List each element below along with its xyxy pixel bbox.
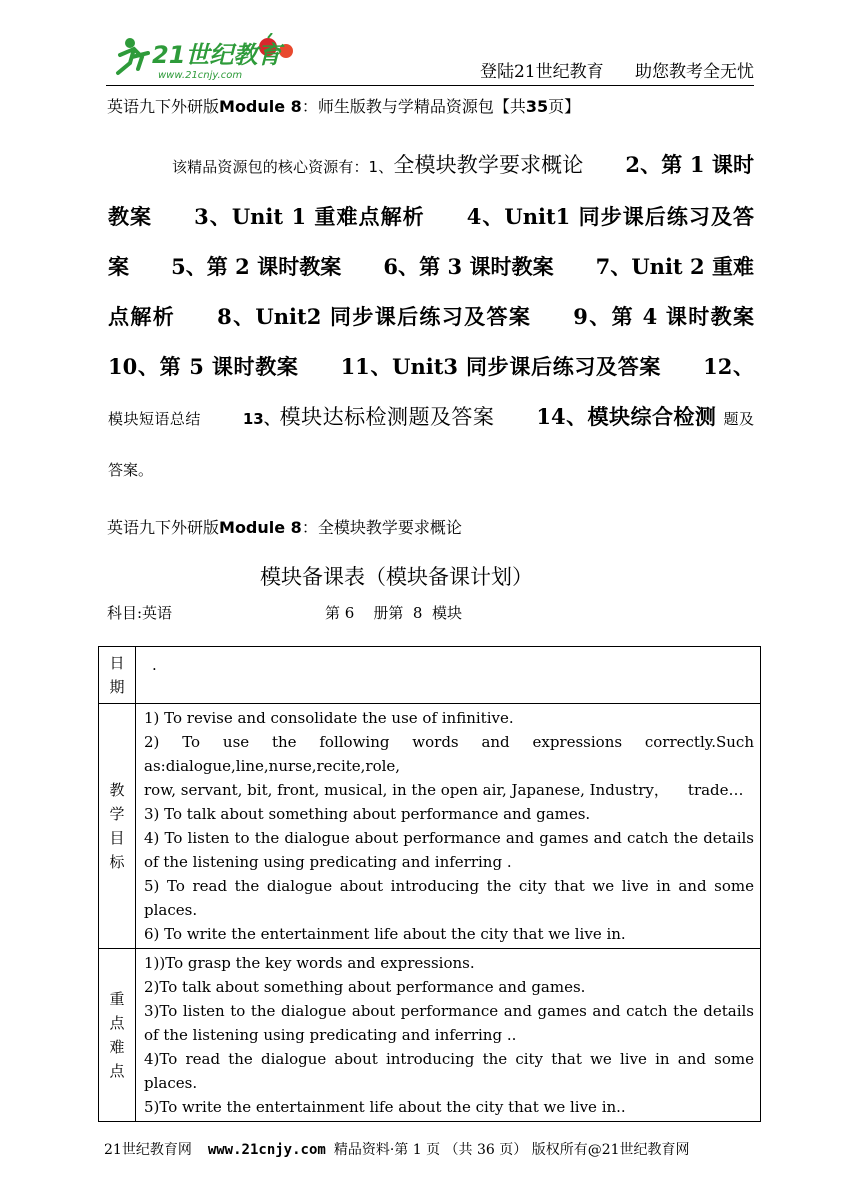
intro-item: 12、 bbox=[703, 354, 754, 379]
row-label-key-points bbox=[99, 949, 136, 1122]
table-row-key-points bbox=[99, 949, 761, 1122]
footer-site: 21世纪教育网 bbox=[104, 1142, 192, 1158]
intro-item: 8、Unit2 同步课后练习及答案 bbox=[217, 304, 532, 329]
site-logo bbox=[108, 33, 308, 83]
goal-item: 2) To use the following words and expressions correctly.Such as:dialogue,line,nurse,recite,role, bbox=[144, 733, 754, 775]
label-char: 点 bbox=[109, 1062, 125, 1080]
intro-item: 13、 bbox=[242, 410, 280, 428]
key-point-item: 4)To read the dialogue about introducing the city that we live in and some places. bbox=[144, 1050, 754, 1092]
intro-item: 11、Unit3 同步课后练习及答案 bbox=[340, 354, 662, 379]
document-title bbox=[107, 94, 580, 117]
intro-item: 4、Unit1 同步课后练习及答案 bbox=[108, 204, 755, 279]
key-point-item: 1))To grasp the key words and expressions. bbox=[144, 954, 475, 972]
label-char: 重 bbox=[109, 990, 125, 1008]
intro-item: 5、第 2 课时教案 bbox=[171, 254, 342, 279]
table-row-goals bbox=[99, 704, 761, 949]
section-title-prefix: 英语九下外研版 bbox=[107, 518, 220, 537]
goal-item: 3) To talk about something about performance and games. bbox=[144, 805, 591, 823]
key-point-item: 3)To listen to the dialogue about performance and games and catch the details of the listening using predicating and inferring .. bbox=[144, 1002, 754, 1044]
doc-title-end: 页】 bbox=[548, 97, 581, 116]
doc-title-module: Module 8 bbox=[219, 97, 302, 116]
goal-item: row, servant, bit, front, musical, in the open air, Japanese, Industry， trade… bbox=[144, 781, 744, 799]
row-label-date bbox=[99, 647, 136, 704]
date-value-text: . bbox=[152, 656, 157, 674]
footer-url[interactable]: www.21cnjy.com bbox=[207, 1142, 326, 1158]
label-char: 教 bbox=[109, 781, 125, 799]
intro-item: 6、第 3 课时教案 bbox=[383, 254, 554, 279]
section-title-suffix: ：全模块教学要求概论 bbox=[301, 518, 462, 537]
section-title-module: Module 8 bbox=[219, 518, 302, 537]
slogan-left: 登陆21世纪教育 bbox=[479, 62, 604, 82]
page-footer bbox=[104, 1139, 690, 1159]
volume-label: 第 6 册第 8 模块 bbox=[325, 604, 463, 622]
intro-item: 14、模块综合检测 bbox=[536, 404, 717, 429]
logo-graphic bbox=[108, 33, 308, 83]
label-char: 标 bbox=[109, 853, 125, 871]
lesson-plan-table bbox=[98, 646, 761, 1122]
logo-subtext: www.21cnjy.com bbox=[158, 70, 243, 81]
intro-item: 9、第 4 课时教案 bbox=[573, 304, 754, 329]
intro-item: 2、第 1 课时教案 bbox=[108, 152, 754, 229]
label-char: 学 bbox=[109, 805, 125, 823]
subject-label: 科目:英语 bbox=[107, 604, 173, 622]
header-divider bbox=[106, 85, 754, 86]
teaching-goals bbox=[136, 704, 761, 949]
key-point-item: 5)To write the entertainment life about the city that we live in.. bbox=[144, 1098, 626, 1116]
intro-item: 全模块教学要求概论 bbox=[393, 153, 584, 177]
label-char: 点 bbox=[109, 1014, 125, 1032]
table-title: 模块备课表（模块备课计划） bbox=[260, 565, 533, 589]
row-label-goals bbox=[99, 704, 136, 949]
label-char: 日 bbox=[109, 654, 125, 672]
date-value bbox=[136, 647, 761, 704]
goal-item: 1) To revise and consolidate the use of infinitive. bbox=[144, 709, 514, 727]
intro-item: 模块短语总结 bbox=[108, 410, 201, 428]
label-char: 目 bbox=[109, 829, 125, 847]
key-point-item: 2)To talk about something about performance and games. bbox=[144, 978, 586, 996]
doc-title-suffix: ：师生版教与学精品资源包【共 bbox=[301, 97, 526, 116]
intro-paragraph bbox=[108, 140, 754, 495]
key-points bbox=[136, 949, 761, 1122]
logo-text: 21世纪教育 bbox=[152, 41, 282, 69]
goal-item: 4) To listen to the dialogue about performance and games and catch the details of the listening using predicating and inferring . bbox=[144, 829, 754, 871]
footer-page-info: 精品资料·第 1 页 （共 36 页） 版权所有@21世纪教育网 bbox=[333, 1142, 690, 1158]
label-char: 难 bbox=[109, 1038, 125, 1056]
section-title bbox=[107, 515, 462, 538]
goal-item: 6) To write the entertainment life about the city that we live in. bbox=[144, 925, 626, 943]
goal-item: 5) To read the dialogue about introducing the city that we live in and some places. bbox=[144, 877, 754, 919]
intro-lead: 该精品资源包的核心资源有：1、 bbox=[172, 158, 394, 176]
table-row-date bbox=[99, 647, 761, 704]
header-slogan bbox=[480, 57, 754, 82]
intro-item: 题及答案。 bbox=[108, 410, 755, 479]
doc-title-count: 35 bbox=[525, 97, 549, 116]
intro-item: 3、Unit 1 重难点解析 bbox=[194, 204, 425, 229]
intro-item: 模块达标检测题及答案 bbox=[279, 405, 495, 429]
intro-item: 10、第 5 课时教案 bbox=[108, 354, 299, 379]
intro-item: 7、Unit 2 重难点解析 bbox=[108, 254, 755, 329]
doc-title-prefix: 英语九下外研版 bbox=[107, 97, 220, 116]
slogan-right: 助您教考全无忧 bbox=[635, 62, 754, 82]
label-char: 期 bbox=[109, 678, 125, 696]
